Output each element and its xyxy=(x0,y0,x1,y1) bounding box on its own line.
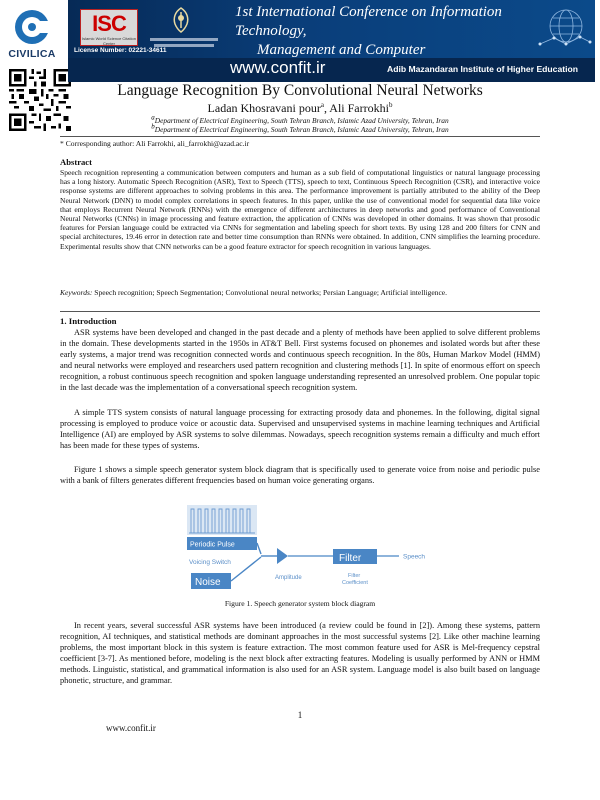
author-superscript: b xyxy=(388,101,393,109)
affiliation-text: Department of Electrical Engineering, South Tehran Branch, Islamic Azad University, Tehran, Iran xyxy=(154,116,449,125)
filter-coefficient-label: Coefficient xyxy=(342,580,368,586)
globe-network-icon xyxy=(536,4,592,54)
keywords xyxy=(60,288,540,297)
page-number: 1 xyxy=(297,710,303,720)
section-heading-introduction: 1. Introduction xyxy=(60,316,117,326)
conference-banner[interactable] xyxy=(68,0,595,82)
divider xyxy=(60,136,540,137)
university-emblem-icon xyxy=(169,6,193,34)
affiliation-b xyxy=(0,122,600,134)
affiliation-superscript: a xyxy=(151,113,155,122)
civilica-logo[interactable] xyxy=(4,8,60,66)
conference-website-link[interactable]: www.confit.ir xyxy=(230,58,326,77)
abstract-heading: Abstract xyxy=(60,157,92,167)
isc-logo-subtitle: Islamic World Science Citation Center xyxy=(82,36,136,46)
filter-label: Filter xyxy=(339,553,362,564)
author-list xyxy=(0,101,600,116)
pulse-train-graphic xyxy=(187,505,257,535)
civilica-c-icon xyxy=(10,8,54,46)
filter-coefficient-label: Filter xyxy=(348,573,361,579)
paragraph: Figure 1 shows a simple speech generator system block diagram that is specifically used to generate voice from noise and periodic pulse with a bank of filters generates different frequencies based on human voice generating organs. xyxy=(60,465,540,485)
author-superscript: a xyxy=(320,101,324,109)
isc-logo-text: ISC xyxy=(92,11,126,36)
conference-title-line1: 1st International Conference on Information Technology, xyxy=(235,4,502,39)
paragraph: A simple TTS system consists of natural language processing for extracting prosody data and phonemes. In the following, digital signal processing is employed to produce voice or acoustic data. Supervised and unsupervised systems in machine learning techniques and Artificial Intelligence (AI) are employed by ASR systems to solve dilemmas. Nowadays, speech recognition systems remain a difficulty and much effort has been made for these types of systems. xyxy=(60,408,540,450)
voicing-switch-label: Voicing Switch xyxy=(189,559,231,566)
farsi-text-line xyxy=(154,44,214,47)
farsi-text-line xyxy=(150,38,218,41)
corresponding-author: * Corresponding author: Ali Farrokhi, ali_farrokhi@azad.ac.ir xyxy=(60,139,250,148)
author-name: Ladan Khosravani pour xyxy=(207,101,321,115)
paragraph: ASR systems have been developed and changed in the past decade and a plenty of methods have been applied to solve different problems in the domain. These developments started in the 1950s in AT&T Bell. First systems focused on phonemes and isolated words but after these early systems, a major trend was recognition connected words and continuous speech recognition. In the 80s, Human Markov Model (HMM) and neural networks were employed and researchers used pattern recognition and clustering methods [1]. In spite of enormous effort on speech recognition, a robust continuous speech recognition and spoken language understanding represented an unresolved problem. One popular topic in the last decade was the implementation of a conversational speech recognition system. xyxy=(60,328,540,392)
conference-title-line2: Management and Computer xyxy=(257,42,426,58)
civilica-label: CIVILICA xyxy=(8,48,56,60)
author-separator: , xyxy=(323,101,330,115)
institute-name: Adib Mazandaran Institute of Higher Education xyxy=(387,64,578,74)
affiliation-a xyxy=(0,113,600,125)
speech-generator-diagram xyxy=(185,503,435,595)
divider xyxy=(60,311,540,312)
amplitude-triangle-icon xyxy=(277,548,288,564)
abstract-text: Speech recognition representing a communication between computers and human as a sub field of computational linguistics or natural language processing has a long history. Automatic Speech Recognition (ASR), Text to Speech (TTS), speech to text, Continuous Speech Recognition (CSR), and interactive voice response systems are different approaches to solving problems in this area. The performance improvement is partially attributed to the ability of the Deep Neural Network (DNN) to model complex correlations in speech features. In this paper, unlike the use of conventional model for sequential data like voice that employs Recurrent Neural Network (RNNs) with the emergence of different architectures in deep networks and good performance of Conventional Neural Networks (CNNs) in image processing and feature extraction, the application of CNNs was developed in other domains. It was shown that prosodic features for Persian language could be extracted via CNNs for segmentation and labeling speech for short texts. By using 128 and 200 filters for CNN and special architectures, 19.46 error in detection rate and better time consumption than RNNs were obtained. In addition, CNN simplifies the learning procedure. Experimental results show that CNN networks can be a good feature extractor for speech recognition in various languages. xyxy=(60,168,540,251)
amplitude-label: Amplitude xyxy=(275,575,302,581)
keywords-label: Keywords: xyxy=(60,288,93,297)
periodic-pulse-label: Periodic Pulse xyxy=(190,541,235,549)
noise-label: Noise xyxy=(195,577,221,588)
conference-title xyxy=(235,3,535,60)
paper-title: Language Recognition By Convolutional Neural Networks xyxy=(117,82,483,99)
affiliation-superscript: b xyxy=(151,122,155,131)
footer-website-link[interactable]: www.confit.ir xyxy=(106,723,156,733)
figure-caption: Figure 1. Speech generator system block diagram xyxy=(224,599,376,608)
affiliation-text: Department of Electrical Engineering, South Tehran Branch, Islamic Azad University, Tehran, Iran xyxy=(154,125,449,134)
isc-logo xyxy=(80,9,138,46)
author-name: Ali Farrokhi xyxy=(329,101,389,115)
speech-output-label: Speech xyxy=(403,553,426,561)
paragraph: In recent years, several successful ASR systems have been introduced (a review could be found in [2]). Among these systems, pattern recognition, AI techniques, and statistical methods are dominant approaches in the most successful systems [2]. Like other machine learning problems, the most important block in this system is feature extraction. The most common feature used for ASR is Mel-frequency cepstral coefficient [3-7]. As mentioned before, modeling is the next block after extracting features. Modeling is usually performed by ANN or HMM methods. Linguistic, statistical, and grammatical information is also used for an ASR system. Language model is also built based on language phonetic, structure, and grammar. xyxy=(60,621,540,685)
keywords-text: Speech recognition; Speech Segmentation; Convolutional neural networks; Persian Language; Artificial intelligence. xyxy=(92,288,448,297)
license-number: License Number: 02221-34611 xyxy=(74,47,167,54)
